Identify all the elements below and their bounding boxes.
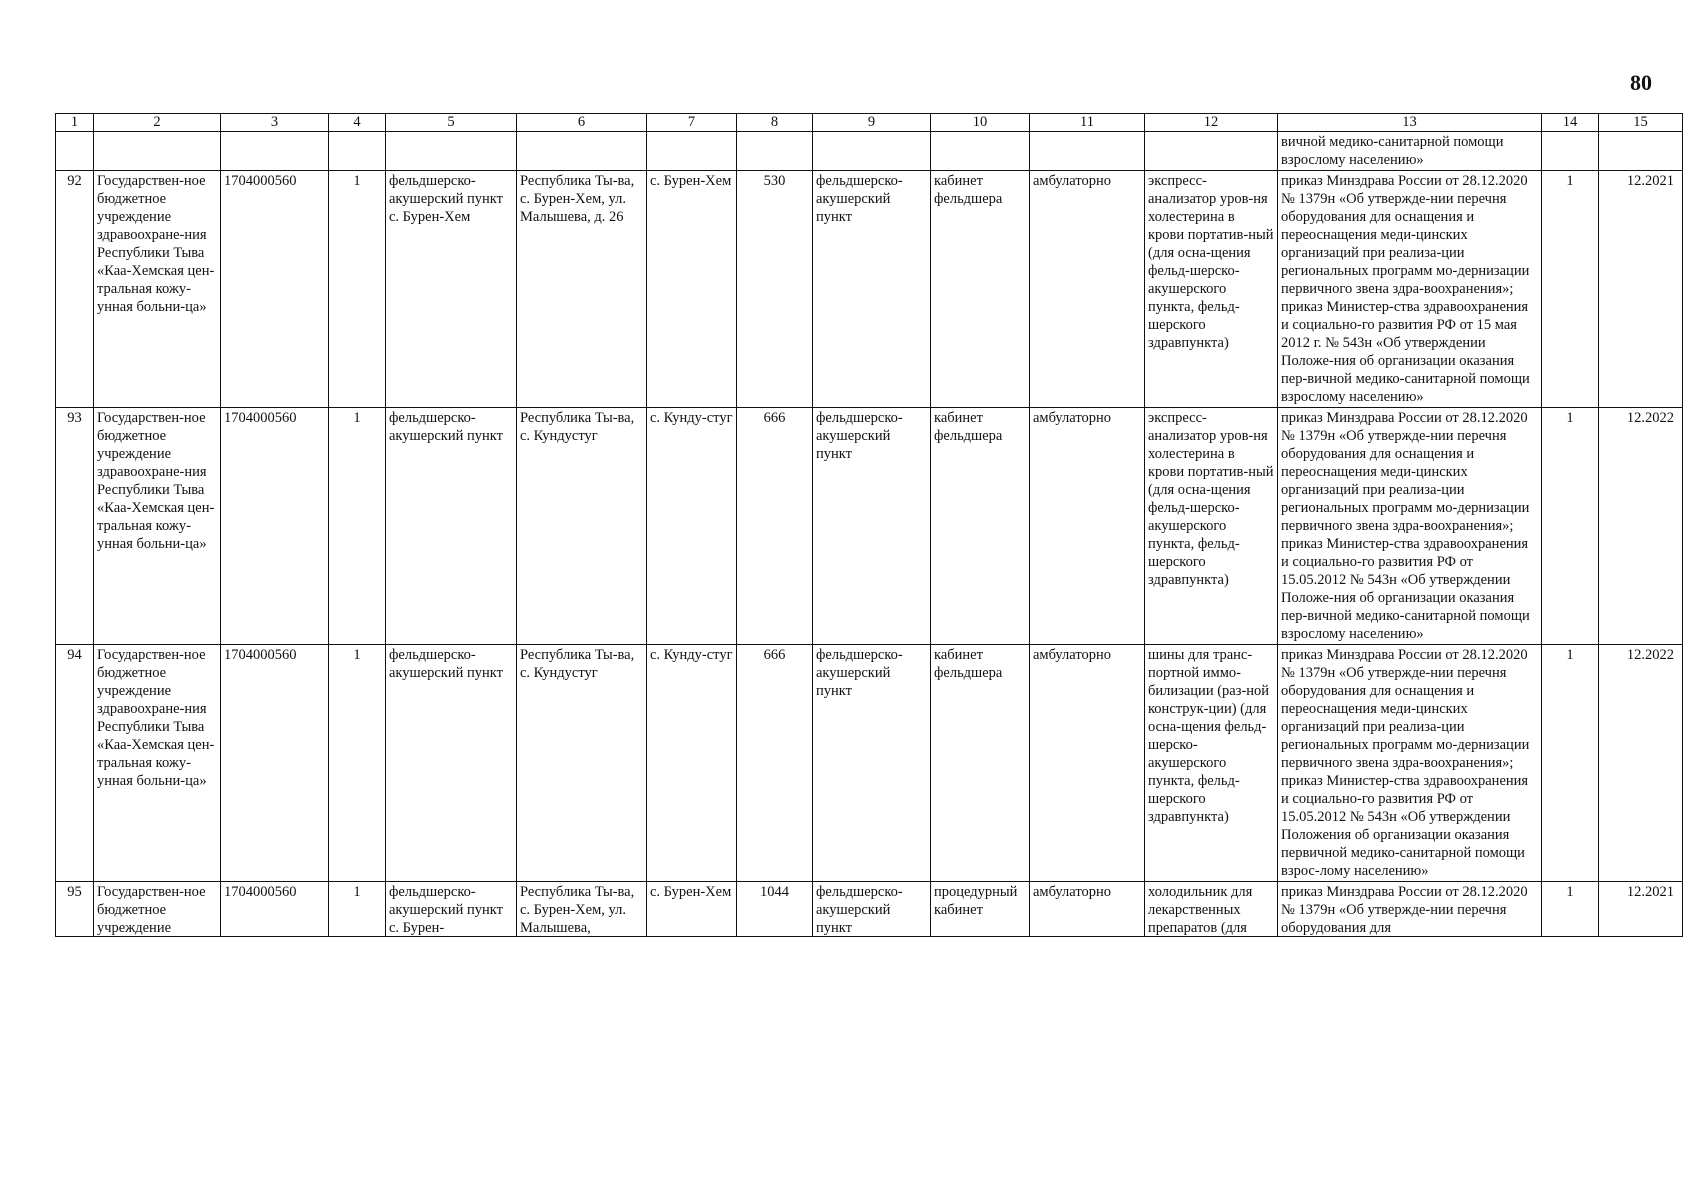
date: 12.2022 — [1599, 408, 1683, 645]
unit-type: фельдшерско-акушерский пункт — [813, 645, 931, 882]
column-number: 5 — [386, 114, 517, 132]
column-number: 3 — [221, 114, 329, 132]
address: Республика Ты-ва, с. Бурен-Хем, ул. Малышева, — [517, 882, 647, 937]
column-number: 2 — [94, 114, 221, 132]
column-number: 13 — [1278, 114, 1542, 132]
date: 12.2022 — [1599, 645, 1683, 882]
legal-basis: приказ Минздрава России от 28.12.2020 № 1379н «Об утвержде-нии перечня оборудования для оснащения и переоснащения меди-цинских организаций при реализа-ции региональных программ мо-дернизации первичного звена здра-воохранения»; приказ Министер-ства здравоохранения и социально-го развития РФ от 15.05.2012 № 543н «Об утверждении Положе-ния об организации оказания пер-вичной медико-санитарной помощи взрослому населению» — [1278, 408, 1542, 645]
column-number: 8 — [737, 114, 813, 132]
row-number: 93 — [56, 408, 94, 645]
address: Республика Ты-ва, с. Кундустуг — [517, 645, 647, 882]
inn: 1704000560 — [221, 645, 329, 882]
quantity: 1 — [1542, 645, 1599, 882]
facility-name: фельдшерско-акушерский пункт — [386, 408, 517, 645]
organization-name: Государствен-ное бюджетное учреждение здравоохране-ния Республики Тыва «Каа-Хемская цен-тральная кожу-унная больни-ца» — [94, 171, 221, 408]
room: кабинет фельдшера — [931, 171, 1030, 408]
equipment: шины для транс-портной иммо-билизации (раз-ной конструк-ции) (для осна-щения фельд-шерско-акушерского пункта, фельд-шерского здравпункта) — [1145, 645, 1278, 882]
care-mode: амбулаторно — [1030, 882, 1145, 937]
column-number: 7 — [647, 114, 737, 132]
organization-name: Государствен-ное бюджетное учреждение здравоохране-ния Республики Тыва «Каа-Хемская цен-тральная кожу-унная больни-ца» — [94, 408, 221, 645]
facility-name: фельдшерско-акушерский пункт — [386, 645, 517, 882]
locality: с. Кунду-стуг — [647, 645, 737, 882]
facility-name: фельдшерско-акушерский пункт с. Бурен- — [386, 882, 517, 937]
column-number: 11 — [1030, 114, 1145, 132]
column-8-value: 530 — [737, 171, 813, 408]
column-number: 14 — [1542, 114, 1599, 132]
column-number: 6 — [517, 114, 647, 132]
care-mode: амбулаторно — [1030, 408, 1145, 645]
equipment: экспресс-анализатор уров-ня холестерина в крови портатив-ный (для осна-щения фельд-шерско-акушерского пункта, фельд-шерского здравпункта) — [1145, 408, 1278, 645]
date: 12.2021 — [1599, 171, 1683, 408]
legal-basis: приказ Минздрава России от 28.12.2020 № 1379н «Об утвержде-нии перечня оборудования для оснащения и переоснащения меди-цинских организаций при реализа-ции региональных программ мо-дернизации первичного звена здра-воохранения»; приказ Министер-ства здравоохранения и социально-го развития РФ от 15.05.2012 № 543н «Об утверждении Положения об организации оказания первичной медико-санитарной помощи взрос-лому населению» — [1278, 645, 1542, 882]
column-number: 15 — [1599, 114, 1683, 132]
table-row — [56, 171, 1683, 408]
legal-basis: приказ Минздрава России от 28.12.2020 № 1379н «Об утвержде-нии перечня оборудования для оснащения и переоснащения меди-цинских организаций при реализа-ции региональных программ мо-дернизации первичного звена здра-воохранения»; приказ Министер-ства здравоохранения и социально-го развития РФ от 15 мая 2012 г. № 543н «Об утверждении Положе-ния об организации оказания пер-вичной медико-санитарной помощи взрослому населению» — [1278, 171, 1542, 408]
quantity: 1 — [1542, 882, 1599, 937]
quantity: 1 — [1542, 408, 1599, 645]
column-number: 1 — [56, 114, 94, 132]
locality: с. Бурен-Хем — [647, 882, 737, 937]
page-number: 80 — [1630, 70, 1652, 95]
care-mode: амбулаторно — [1030, 645, 1145, 882]
date: 12.2021 — [1599, 882, 1683, 937]
column-4-value: 1 — [329, 645, 386, 882]
unit-type: фельдшерско-акушерский пункт — [813, 171, 931, 408]
column-number: 4 — [329, 114, 386, 132]
column-number: 9 — [813, 114, 931, 132]
equipment-table — [55, 113, 1683, 937]
column-8-value: 666 — [737, 408, 813, 645]
continuation-row — [56, 132, 1683, 171]
unit-type: фельдшерско-акушерский пункт — [813, 408, 931, 645]
column-4-value: 1 — [329, 408, 386, 645]
organization-name: Государствен-ное бюджетное учреждение — [94, 882, 221, 937]
locality: с. Бурен-Хем — [647, 171, 737, 408]
room: процедурный кабинет — [931, 882, 1030, 937]
unit-type: фельдшерско-акушерский пункт — [813, 882, 931, 937]
organization-name: Государствен-ное бюджетное учреждение здравоохране-ния Республики Тыва «Каа-Хемская цен-тральная кожу-унная больни-ца» — [94, 645, 221, 882]
quantity: 1 — [1542, 171, 1599, 408]
address: Республика Ты-ва, с. Кундустуг — [517, 408, 647, 645]
column-4-value: 1 — [329, 171, 386, 408]
table-row — [56, 645, 1683, 882]
room: кабинет фельдшера — [931, 408, 1030, 645]
inn: 1704000560 — [221, 171, 329, 408]
address: Республика Ты-ва, с. Бурен-Хем, ул. Малышева, д. 26 — [517, 171, 647, 408]
column-4-value: 1 — [329, 882, 386, 937]
inn: 1704000560 — [221, 408, 329, 645]
table-row — [56, 408, 1683, 645]
column-8-value: 1044 — [737, 882, 813, 937]
care-mode: амбулаторно — [1030, 171, 1145, 408]
legal-basis: приказ Минздрава России от 28.12.2020 № 1379н «Об утвержде-нии перечня оборудования для — [1278, 882, 1542, 937]
facility-name: фельдшерско-акушерский пункт с. Бурен-Хем — [386, 171, 517, 408]
equipment: экспресс-анализатор уров-ня холестерина в крови портатив-ный (для осна-щения фельд-шерско-акушерского пункта, фельд-шерского здравпункта) — [1145, 171, 1278, 408]
room: кабинет фельдшера — [931, 645, 1030, 882]
column-number-row — [56, 114, 1683, 132]
table-row — [56, 882, 1683, 937]
row-number: 94 — [56, 645, 94, 882]
row-number: 92 — [56, 171, 94, 408]
inn: 1704000560 — [221, 882, 329, 937]
locality: с. Кунду-стуг — [647, 408, 737, 645]
row-number: 95 — [56, 882, 94, 937]
continuation-text: вичной медико-санитарной помощи взрослому населению» — [1278, 132, 1542, 171]
column-number: 12 — [1145, 114, 1278, 132]
column-number: 10 — [931, 114, 1030, 132]
column-8-value: 666 — [737, 645, 813, 882]
equipment: холодильник для лекарственных препаратов (для — [1145, 882, 1278, 937]
